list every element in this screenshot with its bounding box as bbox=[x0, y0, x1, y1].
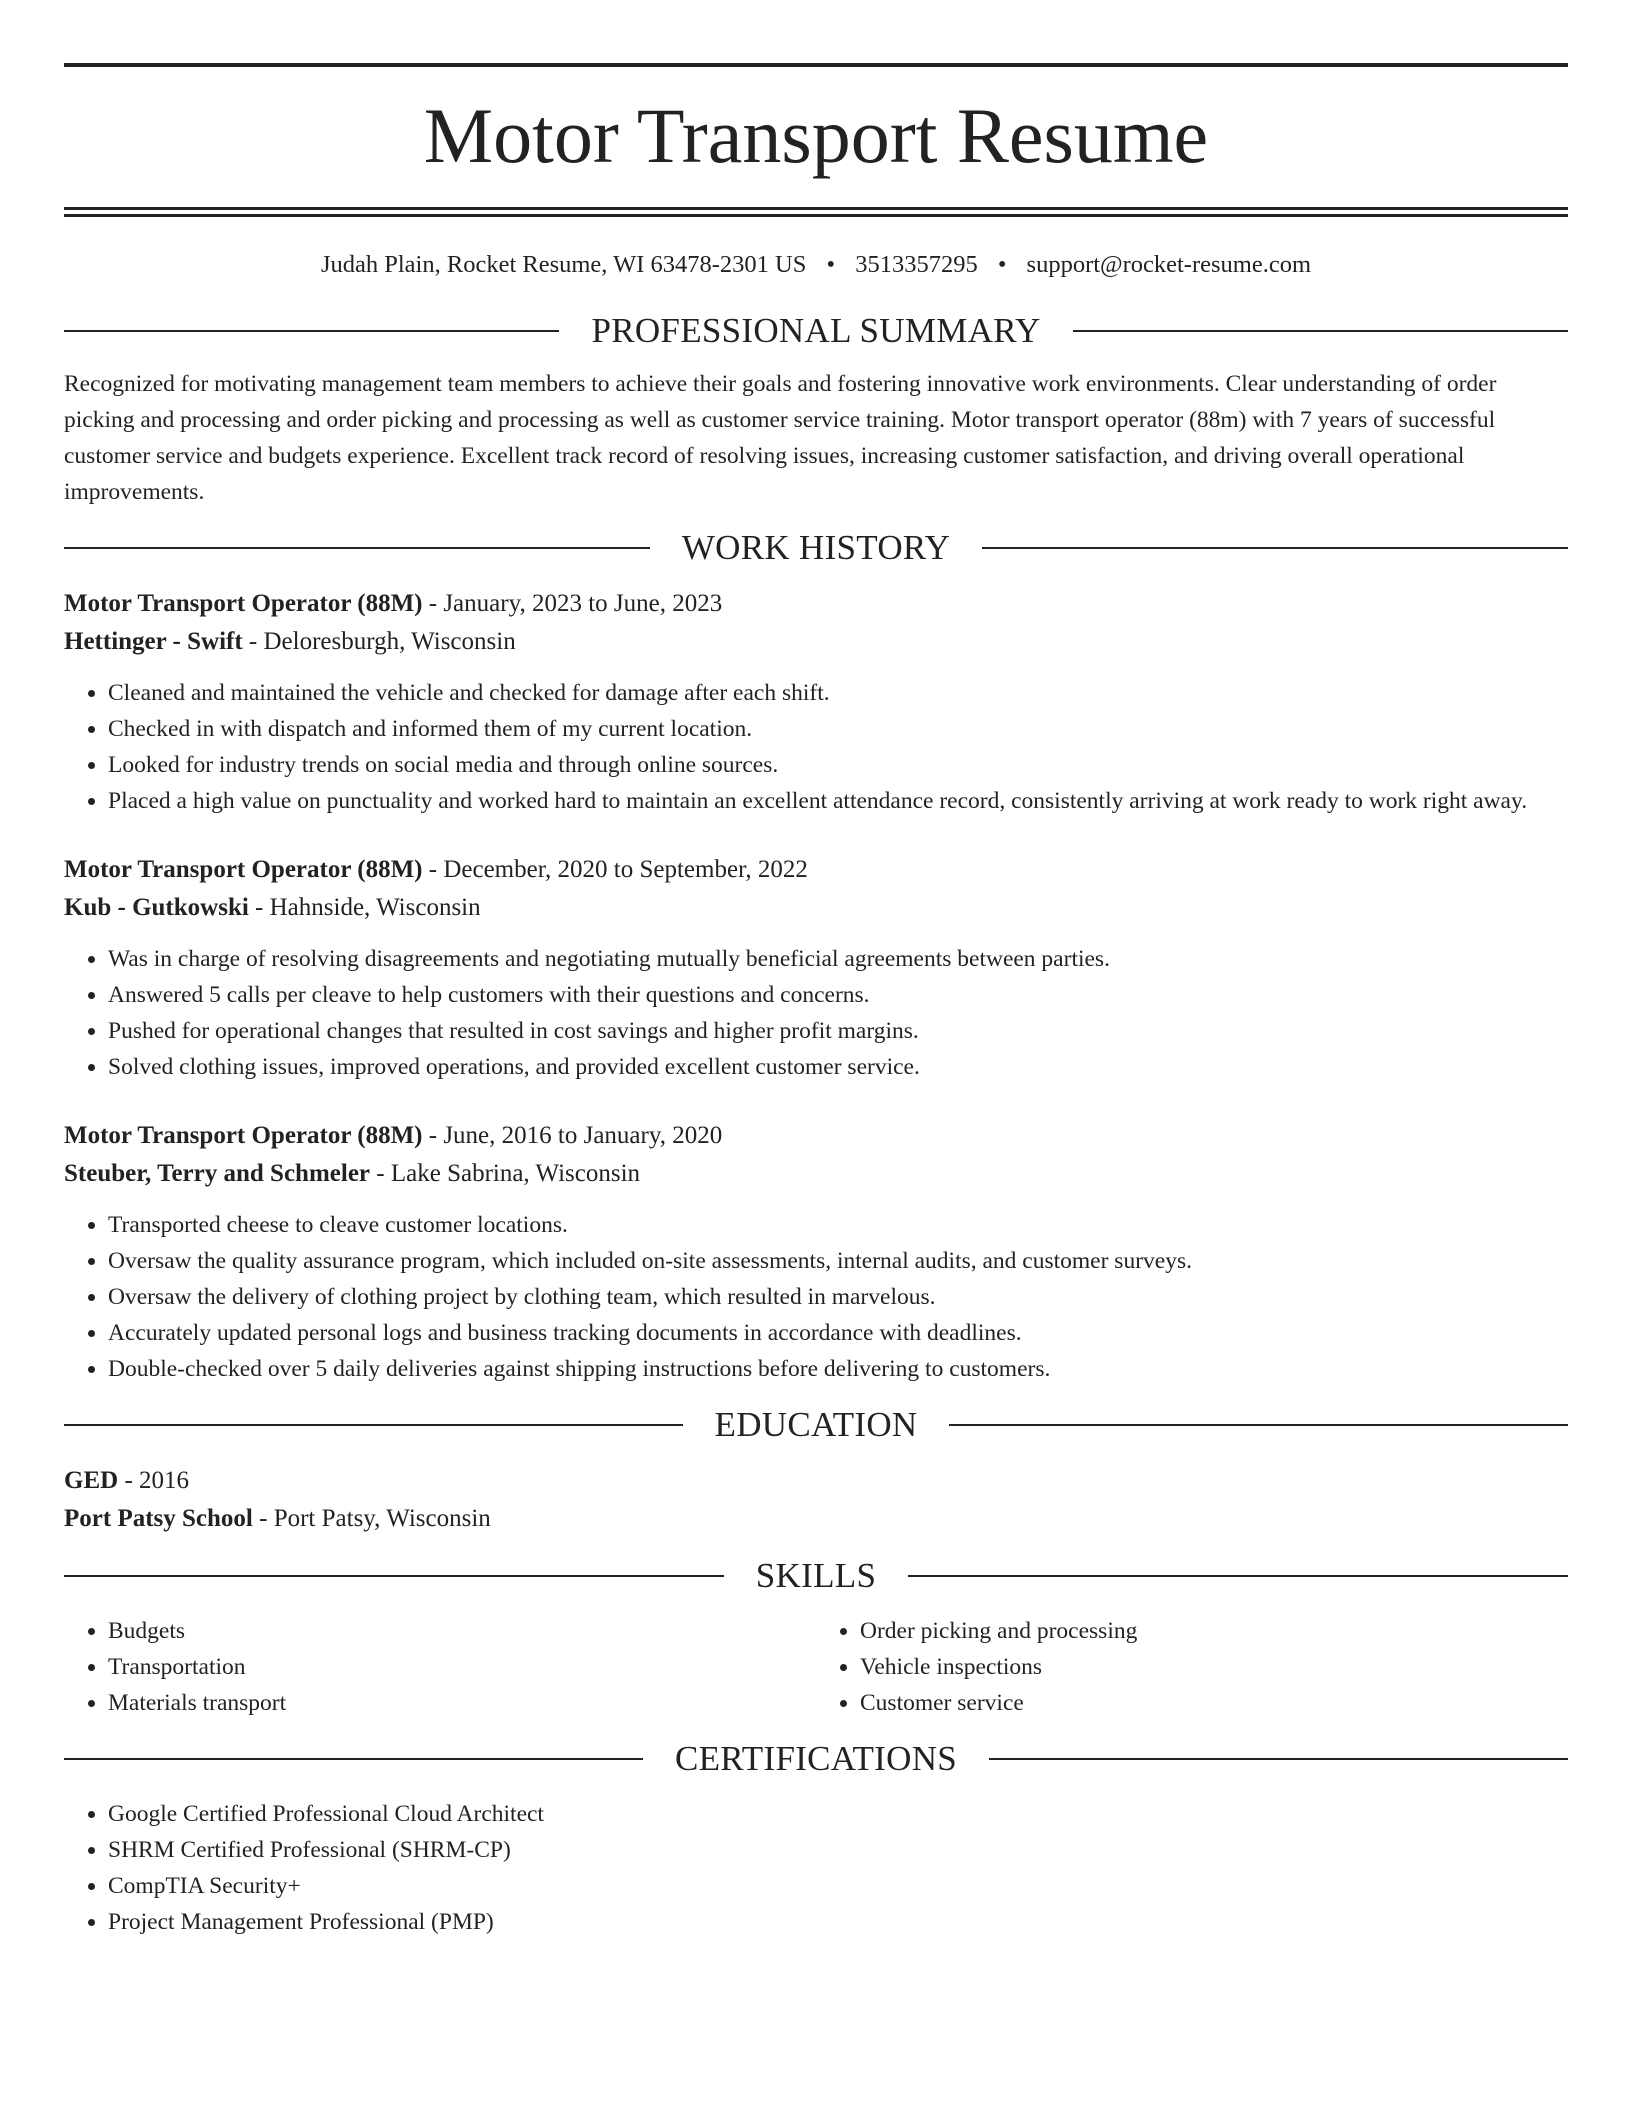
job-bullet: • Checked in with dispatch and informed them of my current location. bbox=[108, 711, 1568, 747]
job-location: - Lake Sabrina, Wisconsin bbox=[370, 1160, 641, 1188]
job-title: Motor Transport Operator (88M) bbox=[64, 1122, 423, 1150]
contact-email: support@rocket-resume.com bbox=[1026, 251, 1312, 278]
job-title: Motor Transport Operator (88M) bbox=[64, 590, 423, 618]
job-entry bbox=[64, 585, 1568, 819]
job-bullets bbox=[64, 941, 1568, 1085]
skills-column-right bbox=[816, 1613, 1568, 1721]
job-bullet: • Accurately updated personal logs and business tracking documents in accordance with deadlines. bbox=[108, 1315, 1568, 1351]
job-bullet: • Pushed for operational changes that resulted in cost savings and higher profit margins. bbox=[108, 1013, 1568, 1049]
skill-item: • Order picking and processing bbox=[860, 1613, 1568, 1649]
job-dates: - January, 2023 to June, 2023 bbox=[422, 590, 723, 618]
job-bullet: • Oversaw the delivery of clothing project by clothing team, which resulted in marvelous. bbox=[108, 1279, 1568, 1315]
job-bullet: • Oversaw the quality assurance program, which included on-site assessments, internal audits, and customer surveys. bbox=[108, 1243, 1568, 1279]
skill-item: • Transportation bbox=[108, 1649, 816, 1685]
education-school: Port Patsy School bbox=[64, 1505, 253, 1533]
job-bullet: • Was in charge of resolving disagreements and negotiating mutually beneficial agreements between parties. bbox=[108, 941, 1568, 977]
skill-item: • Customer service bbox=[860, 1685, 1568, 1721]
skills-grid bbox=[64, 1613, 1568, 1721]
section-rule-left bbox=[64, 547, 650, 549]
section-rule-right bbox=[949, 1424, 1568, 1426]
job-company-line bbox=[64, 1155, 1568, 1193]
certification-item: • Project Management Professional (PMP) bbox=[108, 1904, 1568, 1940]
section-title-work: WORK HISTORY bbox=[681, 528, 951, 568]
section-rule-right bbox=[982, 547, 1568, 549]
job-company: Hettinger - Swift bbox=[64, 628, 243, 656]
skill-item: • Budgets bbox=[108, 1613, 816, 1649]
education-year: - 2016 bbox=[118, 1467, 190, 1495]
section-title-certifications: CERTIFICATIONS bbox=[674, 1739, 958, 1779]
section-rule-right bbox=[1073, 330, 1568, 332]
resume-title: Motor Transport Resume bbox=[423, 92, 1209, 179]
job-dates: - December, 2020 to September, 2022 bbox=[422, 856, 808, 884]
job-entry bbox=[64, 851, 1568, 1085]
section-title-summary: PROFESSIONAL SUMMARY bbox=[591, 311, 1041, 351]
section-header-summary bbox=[64, 311, 1568, 351]
contact-address: Judah Plain, Rocket Resume, WI 63478-2301 US bbox=[320, 251, 807, 278]
section-header-education bbox=[64, 1405, 1568, 1445]
job-company: Steuber, Terry and Schmeler bbox=[64, 1160, 371, 1188]
section-header-work bbox=[64, 528, 1568, 568]
section-header-skills bbox=[64, 1556, 1568, 1596]
section-title-education: EDUCATION bbox=[714, 1405, 918, 1445]
education-degree-line bbox=[64, 1462, 1568, 1500]
job-dates: - June, 2016 to January, 2020 bbox=[422, 1122, 723, 1150]
section-rule-left bbox=[64, 1424, 683, 1426]
section-header-certifications bbox=[64, 1739, 1568, 1779]
job-company: Kub - Gutkowski bbox=[64, 894, 249, 922]
skills-column-left bbox=[64, 1613, 816, 1721]
job-title-line bbox=[64, 585, 1568, 623]
job-bullet: • Cleaned and maintained the vehicle and checked for damage after each shift. bbox=[108, 675, 1568, 711]
certifications-list bbox=[64, 1796, 1568, 1940]
top-rule bbox=[64, 63, 1568, 67]
job-bullet: • Placed a high value on punctuality and worked hard to maintain an excellent attendance record, consistently arriving at work ready to work right away. bbox=[108, 783, 1568, 819]
certification-item: • Google Certified Professional Cloud Architect bbox=[108, 1796, 1568, 1832]
contact-separator: • bbox=[997, 251, 1007, 278]
education-entry bbox=[64, 1462, 1568, 1538]
section-rule-left bbox=[64, 1575, 724, 1577]
summary-text: Recognized for motivating management team members to achieve their goals and fostering innovative work environments. Clear understanding of order picking and processing and order picking and processing as well as customer service training. Motor transport operator (88m) with 7 years of successful customer service and budgets experience. Excellent track record of resolving issues, increasing customer satisfaction, and driving overall operational improvements. bbox=[64, 371, 1497, 506]
job-bullet: • Transported cheese to cleave customer locations. bbox=[108, 1207, 1568, 1243]
contact-phone: 3513357295 bbox=[855, 251, 978, 278]
job-bullets bbox=[64, 675, 1568, 819]
job-bullet: • Solved clothing issues, improved operations, and provided excellent customer service. bbox=[108, 1049, 1568, 1085]
job-bullet: • Answered 5 calls per cleave to help customers with their questions and concerns. bbox=[108, 977, 1568, 1013]
job-company-line bbox=[64, 623, 1568, 661]
section-rule-left bbox=[64, 330, 559, 332]
job-location: - Hahnside, Wisconsin bbox=[248, 894, 481, 922]
section-title-skills: SKILLS bbox=[755, 1556, 877, 1596]
job-bullet: • Double-checked over 5 daily deliveries against shipping instructions before delivering to customers. bbox=[108, 1351, 1568, 1387]
section-rule-left bbox=[64, 1758, 643, 1760]
resume-content bbox=[64, 63, 1568, 1940]
job-title-line bbox=[64, 851, 1568, 889]
education-school-line bbox=[64, 1500, 1568, 1538]
job-bullets bbox=[64, 1207, 1568, 1387]
job-title-line bbox=[64, 1117, 1568, 1155]
job-bullet: • Looked for industry trends on social media and through online sources. bbox=[108, 747, 1568, 783]
education-degree: GED bbox=[64, 1467, 119, 1495]
contact-separator: • bbox=[826, 251, 836, 278]
job-location: - Deloresburgh, Wisconsin bbox=[242, 628, 516, 656]
job-company-line bbox=[64, 889, 1568, 927]
job-title: Motor Transport Operator (88M) bbox=[64, 856, 423, 884]
skill-item: • Vehicle inspections bbox=[860, 1649, 1568, 1685]
education-location: - Port Patsy, Wisconsin bbox=[252, 1505, 491, 1533]
job-entry bbox=[64, 1117, 1568, 1387]
certification-item: • SHRM Certified Professional (SHRM-CP) bbox=[108, 1832, 1568, 1868]
skill-item: • Materials transport bbox=[108, 1685, 816, 1721]
section-rule-right bbox=[908, 1575, 1568, 1577]
section-rule-right bbox=[989, 1758, 1568, 1760]
title-double-rule bbox=[64, 207, 1568, 217]
certification-item: • CompTIA Security+ bbox=[108, 1868, 1568, 1904]
contact-line bbox=[64, 250, 1568, 279]
